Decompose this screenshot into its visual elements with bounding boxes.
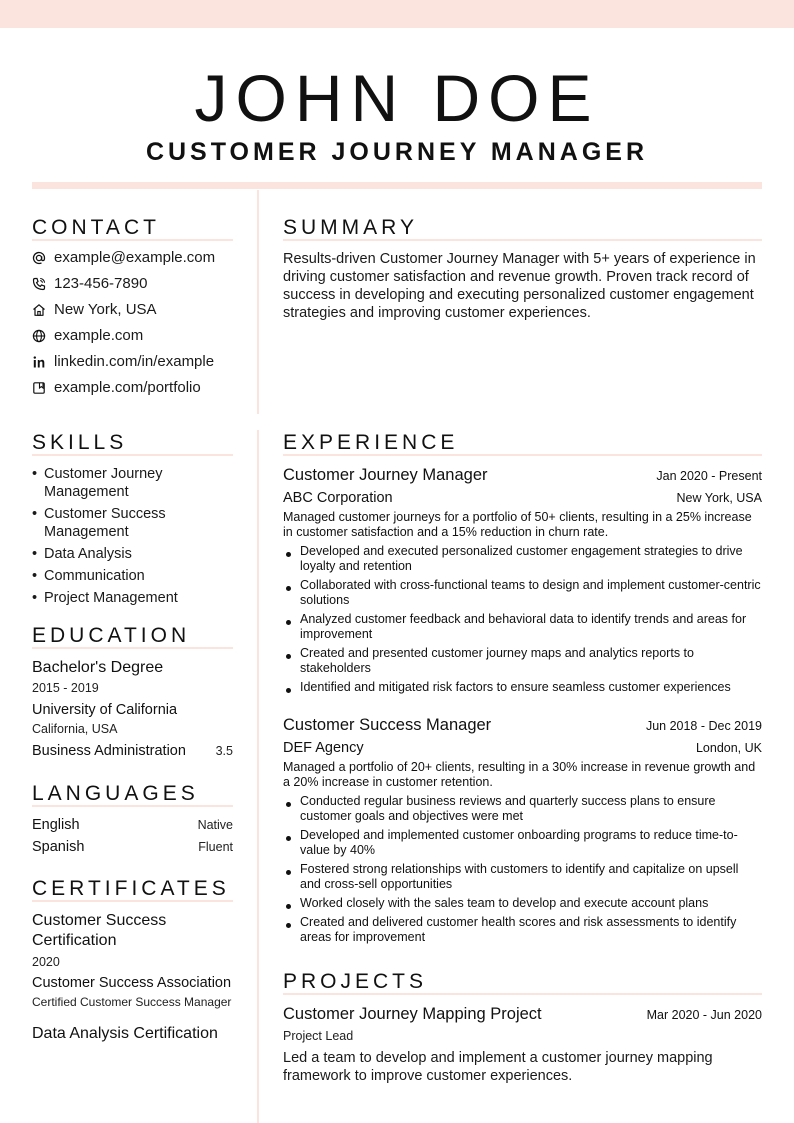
experience-location: London, UK [695,741,762,755]
experience-role-row [283,715,762,735]
candidate-title: CUSTOMER JOURNEY MANAGER [145,138,649,166]
experience-bullets [283,794,762,945]
experience-entry [283,715,762,949]
experience-bullets [283,544,762,695]
experience-role: Customer Success Manager [283,716,492,734]
contact-portfolio[interactable] [32,379,201,397]
contact-portfolio-text: example.com/portfolio [54,379,201,396]
project-role: Project Lead [283,1029,354,1043]
top-accent-band [0,0,794,28]
education-heading: EDUCATION [32,624,191,647]
skill-item: • Customer Success Management [32,505,237,541]
contact-email[interactable] [32,249,215,267]
languages-list [32,816,233,856]
projects-rule [283,993,762,995]
experience-bullet: Worked closely with the sales team to develop and execute account plans [283,896,762,911]
certificates-heading: CERTIFICATES [32,877,230,900]
certificate-title: Data Analysis Certification [32,1025,218,1042]
experience-dates: Jan 2020 - Present [656,469,762,483]
education-location: California, USA [32,722,118,736]
project-title: Customer Journey Mapping Project [283,1005,542,1023]
language-name: Spanish [32,839,85,855]
home-icon [32,303,46,317]
portfolio-icon [32,381,46,395]
education-entry [32,658,233,760]
experience-bullet: Collaborated with cross-functional teams to design and implement customer-centric solutions [283,578,762,608]
contact-linkedin-text: linkedin.com/in/example [54,353,215,370]
contact-phone-text: 123-456-7890 [54,275,148,292]
education-school: University of California [32,702,178,718]
skills-list [32,465,237,611]
project-entry [283,1004,762,1085]
language-level: Native [197,818,233,832]
contact-website-text: example.com [54,327,144,344]
header-divider [32,182,762,189]
language-name: English [32,817,80,833]
phone-icon [32,277,46,291]
skill-item: • Project Management [32,589,237,607]
experience-location: New York, USA [676,491,762,505]
education-field-row [32,742,233,760]
project-dates: Mar 2020 - Jun 2020 [646,1008,762,1022]
project-description: Led a team to develop and implement a customer journey mapping framework to improve customer experiences. [283,1050,713,1084]
experience-bullet: Conducted regular business reviews and quarterly success plans to ensure customer goals and objectives were met [283,794,762,824]
certificate-title: Customer Success Certification [32,912,167,949]
globe-icon [32,329,46,343]
education-gpa: 3.5 [215,744,233,758]
projects-heading: PROJECTS [283,970,428,993]
contact-heading: CONTACT [32,216,160,239]
at-icon [32,251,46,265]
certificates-rule [32,900,233,902]
experience-bullet: Developed and executed personalized customer engagement strategies to drive loyalty and retention [283,544,762,574]
language-row [32,816,233,834]
certificate-issuer: Customer Success Association [32,975,232,991]
linkedin-icon [32,355,46,369]
skills-rule [32,454,233,456]
experience-description: Managed customer journeys for a portfolio of 50+ clients, resulting in a 25% increase in customer satisfaction and a 15% reduction in churn rate. [283,510,752,539]
experience-company: ABC Corporation [283,490,393,506]
experience-role-row [283,465,762,485]
contact-location [32,301,157,319]
project-title-row [283,1004,762,1024]
certificate-description: Certified Customer Success Manager [32,995,232,1009]
experience-bullet: Fostered strong relationships with customers to identify and capitalize on upsell and cross-sell opportunities [283,862,762,892]
summary-rule [283,239,762,241]
skill-item: • Customer Journey Management [32,465,237,501]
column-divider-top [257,190,259,414]
contact-rule [32,239,233,241]
education-rule [32,647,233,649]
experience-bullet: Developed and implemented customer onboarding programs to reduce time-to-value by 40% [283,828,762,858]
education-field: Business Administration [32,743,186,759]
experience-dates: Jun 2018 - Dec 2019 [645,719,762,733]
experience-bullet: Analyzed customer feedback and behavioral data to identify trends and areas for improvement [283,612,762,642]
education-degree: Bachelor's Degree [32,659,164,676]
experience-rule [283,454,762,456]
contact-email-text: example@example.com [54,249,216,266]
certificate-year: 2020 [32,955,60,969]
experience-company-row [283,489,762,507]
skill-item: • Communication [32,567,237,585]
experience-bullet: Created and presented customer journey maps and analytics reports to stakeholders [283,646,762,676]
language-level: Fluent [198,840,233,854]
education-years: 2015 - 2019 [32,681,99,695]
experience-bullet: Identified and mitigated risk factors to ensure seamless customer experiences [283,680,762,695]
summary-heading: SUMMARY [283,216,418,239]
candidate-name: JOHN DOE [194,61,600,135]
contact-location-text: New York, USA [54,301,157,318]
skill-item: • Data Analysis [32,545,237,563]
skills-heading: SKILLS [32,431,128,454]
contact-phone[interactable] [32,275,147,293]
summary-text: Results-driven Customer Journey Manager with 5+ years of experience in driving customer satisfaction and revenue growth. Proven track record of success in developing and executing personalized customer engagement strategies and improving customer experiences. [283,251,756,321]
languages-heading: LANGUAGES [32,782,199,805]
language-row [32,838,233,856]
languages-rule [32,805,233,807]
experience-description: Managed a portfolio of 20+ clients, resulting in a 30% increase in revenue growth and a 20% increase in customer retention. [283,760,756,789]
experience-entry [283,465,762,699]
column-divider-bottom [257,430,259,1123]
contact-linkedin[interactable] [32,353,214,371]
experience-role: Customer Journey Manager [283,466,488,484]
experience-heading: EXPERIENCE [283,431,459,454]
contact-website[interactable] [32,327,143,345]
experience-bullet: Created and delivered customer health scores and risk assessments to identify areas for improvement [283,915,762,945]
experience-company-row [283,739,762,757]
experience-company: DEF Agency [283,740,364,756]
certificate-entry [32,911,233,1044]
